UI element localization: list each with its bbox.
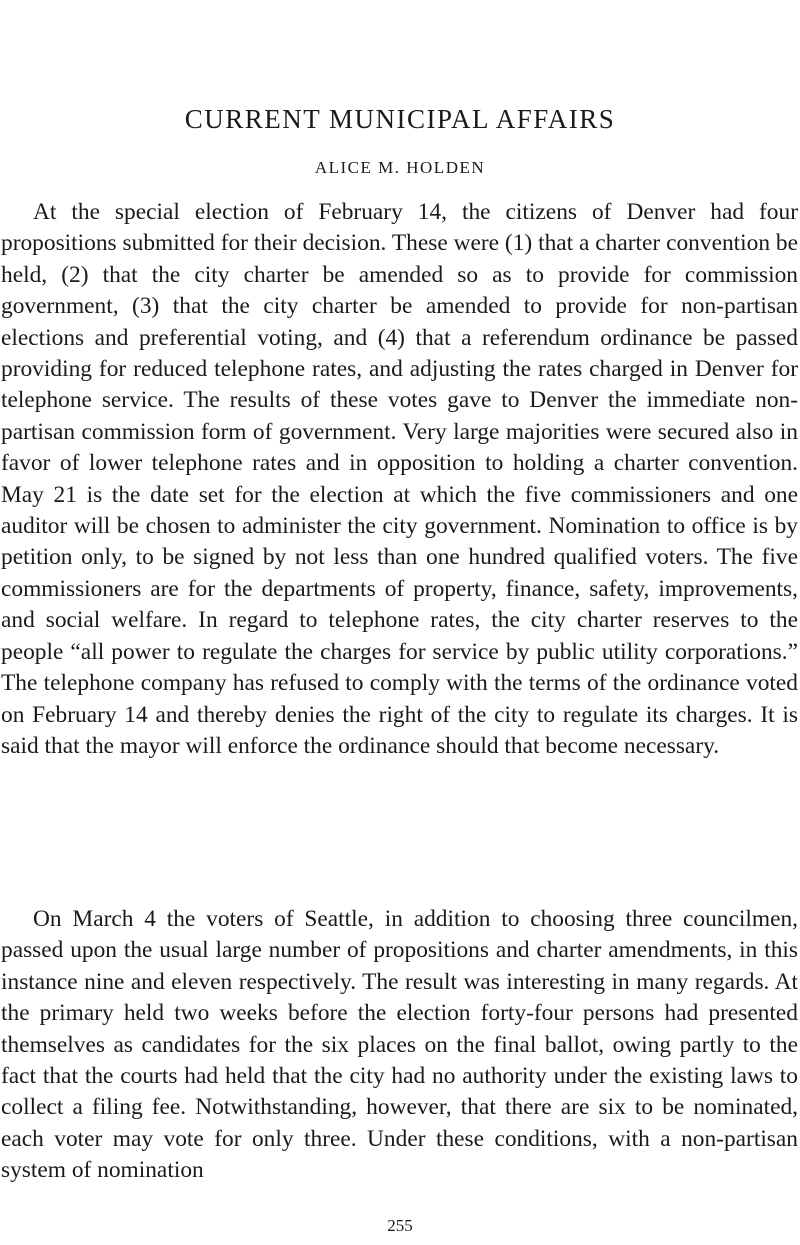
body-paragraph: On March 4 the voters of Seattle, in addition to choosing three councilmen, passed upon the usual large number of propositions and charter amendments, in this instance nine and eleven respectively. The result was interesting in many regards. At the primary held two weeks before the election forty-four persons had presented themselves as candidates for the six places on the final ballot, owing partly to the fact that the courts had held that the city had no authority under the existing laws to collect a filing fee. Notwithstanding, however, that there are six to be nominated, each voter may vote for only three. Under these conditions, with a non-partisan system of nomination: [1, 906, 798, 1184]
page-number: 255: [387, 1216, 413, 1235]
article-title: CURRENT MUNICIPAL AFFAIRS: [184, 104, 616, 134]
article-author: ALICE M. HOLDEN: [314, 158, 486, 177]
body-paragraph: At the special election of February 14, the citizens of Denver had four propositions submitted for their decision. These were (1) that a charter convention be held, (2) that the city charter be amended so as to provide for commission government, (3) that the city charter be amended to provide for non-partisan elections and preferential voting, and (4) that a referendum ordinance be passed providing for reduced telephone rates, and adjusting the rates charged in Denver for telephone service. The results of these votes gave to Denver the immediate non-partisan commission form of government. Very large majorities were secured also in favor of lower telephone rates and in opposition to holding a charter convention. May 21 is the date set for the election at which the five commissioners and one auditor will be chosen to administer the city government. Nomination to office is by petition only, to be signed by not less than one hundred qualified voters. The five commissioners are for the departments of property, finance, safety, improvements, and social welfare. In regard to telephone rates, the city charter reserves to the people “all power to regulate the charges for service by public utility corporations.” The telephone company has refused to comply with the terms of the ordinance voted on February 14 and thereby denies the right of the city to regulate its charges. It is said that the mayor will enforce the ordinance should that become necessary.: [1, 199, 798, 759]
